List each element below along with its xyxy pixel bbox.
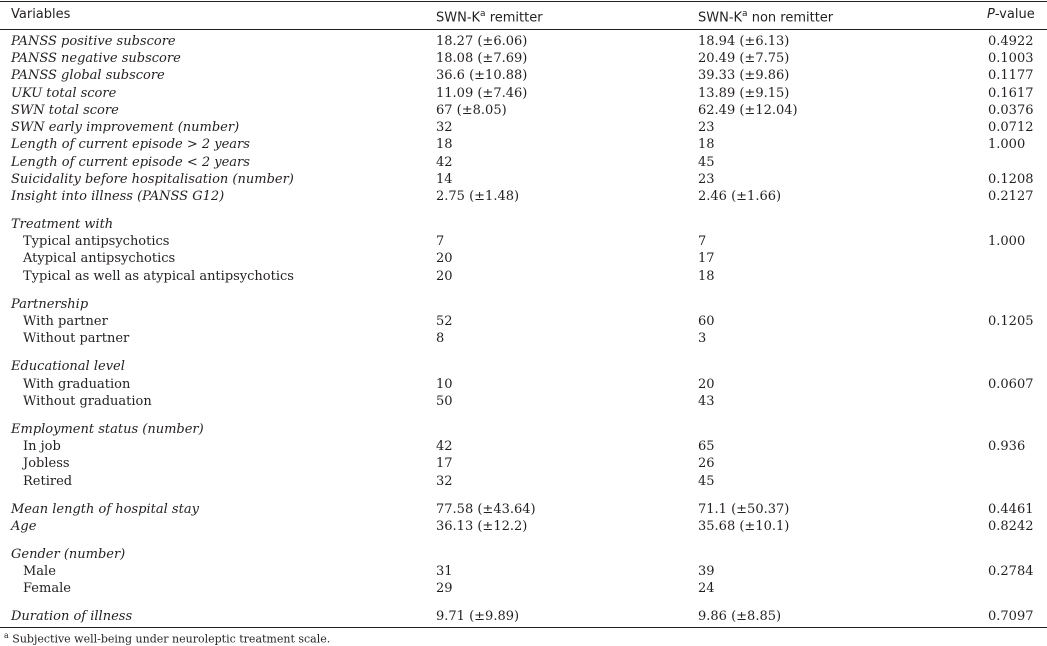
cell-remitter: 18.27 (±6.06) bbox=[436, 34, 528, 49]
row-label: PANSS global subscore bbox=[11, 68, 165, 83]
cell-remitter: 42 bbox=[436, 155, 453, 170]
cell-non-remitter: 23 bbox=[698, 120, 715, 135]
cell-remitter: 18.08 (±7.69) bbox=[436, 51, 528, 66]
header-non-remitter-label: non remitter bbox=[751, 10, 834, 26]
cell-p-value: 0.1177 bbox=[988, 68, 1034, 83]
cell-non-remitter: 62.49 (±12.04) bbox=[698, 103, 798, 118]
cell-non-remitter: 7 bbox=[698, 234, 707, 249]
cell-non-remitter: 20 bbox=[698, 377, 715, 392]
row-label: Employment status (number) bbox=[11, 422, 204, 437]
cell-remitter: 20 bbox=[436, 251, 453, 266]
cell-remitter: 32 bbox=[436, 120, 453, 135]
row-label: Retired bbox=[23, 474, 73, 489]
header-non-remitter-scale: SWN-K bbox=[698, 10, 743, 26]
header-p-letter: P bbox=[987, 7, 995, 22]
row-label: Female bbox=[23, 581, 71, 596]
header-remitter bbox=[436, 7, 543, 25]
cell-non-remitter: 45 bbox=[698, 155, 715, 170]
cell-remitter: 7 bbox=[436, 234, 445, 249]
cell-remitter: 18 bbox=[436, 137, 453, 152]
cell-non-remitter: 17 bbox=[698, 251, 715, 266]
row-label: With partner bbox=[23, 314, 108, 329]
cell-non-remitter: 23 bbox=[698, 172, 715, 187]
row-label: With graduation bbox=[23, 377, 131, 392]
cell-remitter: 50 bbox=[436, 394, 453, 409]
row-label: Jobless bbox=[23, 456, 70, 471]
cell-p-value: 0.2784 bbox=[988, 564, 1034, 579]
table-header-rule bbox=[0, 29, 1047, 30]
footnote-marker: a bbox=[4, 631, 9, 640]
header-remitter-scale: SWN-K bbox=[436, 10, 481, 26]
cell-remitter: 8 bbox=[436, 331, 445, 346]
row-label: Typical as well as atypical antipsychotics bbox=[23, 269, 294, 284]
row-label: Insight into illness (PANSS G12) bbox=[11, 189, 225, 204]
cell-p-value: 1.000 bbox=[988, 234, 1026, 249]
row-label: Treatment with bbox=[11, 217, 114, 232]
cell-non-remitter: 20.49 (±7.75) bbox=[698, 51, 790, 66]
row-label: Length of current episode > 2 years bbox=[11, 137, 250, 152]
row-label: Partnership bbox=[11, 297, 89, 312]
row-label: Gender (number) bbox=[11, 547, 126, 562]
cell-p-value: 0.0712 bbox=[988, 120, 1034, 135]
cell-p-value: 0.0376 bbox=[988, 103, 1034, 118]
row-label: Typical antipsychotics bbox=[23, 234, 170, 249]
row-label: Atypical antipsychotics bbox=[23, 251, 176, 266]
row-label: Length of current episode < 2 years bbox=[11, 155, 250, 170]
cell-p-value: 0.8242 bbox=[988, 519, 1034, 534]
cell-p-value: 0.1617 bbox=[988, 86, 1034, 101]
cell-p-value: 0.0607 bbox=[988, 377, 1034, 392]
header-remitter-label: remitter bbox=[489, 10, 543, 26]
header-non-remitter bbox=[698, 7, 833, 25]
row-label: UKU total score bbox=[11, 86, 117, 101]
cell-remitter: 36.6 (±10.88) bbox=[436, 68, 528, 83]
cell-remitter: 31 bbox=[436, 564, 453, 579]
cell-non-remitter: 71.1 (±50.37) bbox=[698, 502, 790, 517]
cell-non-remitter: 39 bbox=[698, 564, 715, 579]
row-label: Suicidality before hospitalisation (number) bbox=[11, 172, 294, 187]
cell-remitter: 36.13 (±12.2) bbox=[436, 519, 528, 534]
cell-non-remitter: 18 bbox=[698, 269, 715, 284]
cell-remitter: 11.09 (±7.46) bbox=[436, 86, 528, 101]
cell-p-value: 0.4922 bbox=[988, 34, 1034, 49]
cell-non-remitter: 2.46 (±1.66) bbox=[698, 189, 782, 204]
row-label: PANSS negative subscore bbox=[11, 51, 181, 66]
cell-p-value: 0.1003 bbox=[988, 51, 1034, 66]
cell-p-value: 0.2127 bbox=[988, 189, 1034, 204]
cell-non-remitter: 26 bbox=[698, 456, 715, 471]
cell-remitter: 32 bbox=[436, 474, 453, 489]
table-footnote bbox=[4, 630, 330, 646]
row-label: Without partner bbox=[23, 331, 130, 346]
cell-remitter: 52 bbox=[436, 314, 453, 329]
cell-non-remitter: 18.94 (±6.13) bbox=[698, 34, 790, 49]
cell-non-remitter: 24 bbox=[698, 581, 715, 596]
cell-remitter: 2.75 (±1.48) bbox=[436, 189, 520, 204]
row-label: SWN total score bbox=[11, 103, 119, 118]
cell-non-remitter: 45 bbox=[698, 474, 715, 489]
cell-non-remitter: 39.33 (±9.86) bbox=[698, 68, 790, 83]
cell-remitter: 9.71 (±9.89) bbox=[436, 609, 520, 624]
cell-remitter: 20 bbox=[436, 269, 453, 284]
row-label: Male bbox=[23, 564, 56, 579]
footnote-text: Subjective well-being under neuroleptic treatment scale. bbox=[12, 632, 331, 646]
header-variables: Variables bbox=[11, 7, 71, 22]
table-top-rule bbox=[0, 1, 1047, 2]
cell-non-remitter: 18 bbox=[698, 137, 715, 152]
cell-non-remitter: 9.86 (±8.85) bbox=[698, 609, 782, 624]
cell-p-value: 1.000 bbox=[988, 137, 1026, 152]
cell-remitter: 10 bbox=[436, 377, 453, 392]
cell-remitter: 42 bbox=[436, 439, 453, 454]
cell-non-remitter: 35.68 (±10.1) bbox=[698, 519, 790, 534]
table-bottom-rule bbox=[0, 627, 1047, 628]
row-label: PANSS positive subscore bbox=[11, 34, 176, 49]
header-p-value bbox=[987, 7, 1035, 22]
cell-p-value: 0.4461 bbox=[988, 502, 1034, 517]
header-remitter-sup: a bbox=[480, 9, 486, 19]
cell-non-remitter: 13.89 (±9.15) bbox=[698, 86, 790, 101]
cell-remitter: 14 bbox=[436, 172, 453, 187]
cell-p-value: 0.7097 bbox=[988, 609, 1034, 624]
row-label: In job bbox=[23, 439, 61, 454]
cell-non-remitter: 3 bbox=[698, 331, 707, 346]
cell-remitter: 29 bbox=[436, 581, 453, 596]
row-label: Without graduation bbox=[23, 394, 152, 409]
cell-remitter: 67 (±8.05) bbox=[436, 103, 507, 118]
cell-non-remitter: 60 bbox=[698, 314, 715, 329]
row-label: Mean length of hospital stay bbox=[11, 502, 199, 517]
cell-p-value: 0.1205 bbox=[988, 314, 1034, 329]
cell-remitter: 17 bbox=[436, 456, 453, 471]
header-non-remitter-sup: a bbox=[742, 9, 748, 19]
cell-non-remitter: 43 bbox=[698, 394, 715, 409]
row-label: Duration of illness bbox=[11, 609, 133, 624]
cell-p-value: 0.936 bbox=[988, 439, 1026, 454]
row-label: SWN early improvement (number) bbox=[11, 120, 240, 135]
cell-p-value: 0.1208 bbox=[988, 172, 1034, 187]
header-p-rest: -value bbox=[994, 7, 1035, 22]
cell-remitter: 77.58 (±43.64) bbox=[436, 502, 536, 517]
row-label: Age bbox=[11, 519, 37, 534]
row-label: Educational level bbox=[11, 359, 125, 374]
cell-non-remitter: 65 bbox=[698, 439, 715, 454]
